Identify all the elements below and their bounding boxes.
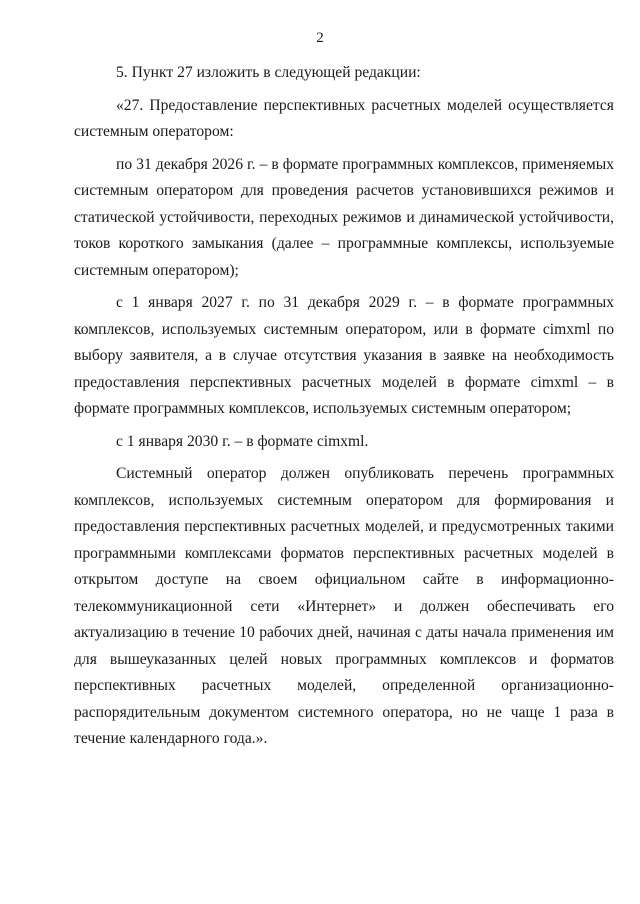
paragraph-2027-2029: с 1 января 2027 г. по 31 декабря 2029 г. – в формате программных комплексов, используемых системным оператором, или в формате cimxml по выбору заявителя, а в случае отсутствия указания в заявке на необходимость предоставления перспективных расчетных моделей в формате cimxml – в формате программных комплексов, используемых системным оператором; bbox=[74, 294, 614, 417]
paragraph-item-5-heading: 5. Пункт 27 изложить в следующей редакции: bbox=[116, 64, 421, 81]
paragraph-item-27-intro: «27. Предоставление перспективных расчетных моделей осуществляется системным оператором: bbox=[74, 96, 614, 140]
paragraph-until-2026: по 31 декабря 2026 г. – в формате программных комплексов, применяемых системным оператором для проведения расчетов установившихся режимов и статической устойчивости, переходных режимов и динамической устойчивости, токов короткого замыкания (далее – программные комплексы, используемые системным оператором); bbox=[74, 155, 614, 279]
page-number: 2 bbox=[316, 30, 324, 46]
paragraph-from-2030: с 1 января 2030 г. – в формате cimxml. bbox=[116, 432, 369, 450]
paragraph-system-operator-duty: Системный оператор должен опубликовать перечень программных комплексов, используемых системным оператором для формирования и предоставления перспективных расчетных моделей, и предусмотренных такими программными комплексами форматов перспективных расчетных моделей в открытом доступе на своем официальном сайте в информационно-телекоммуникационной сети «Интернет» и должен обеспечивать его актуализацию в течение 10 рабочих дней, начиная с даты начала применения им для вышеуказанных целей новых программных комплексов и форматов перспективных расчетных моделей, определенной организационно-распорядительным документом системного оператора, но не чаще 1 раза в течение календарного года.». bbox=[74, 465, 614, 747]
document-body bbox=[74, 60, 614, 753]
